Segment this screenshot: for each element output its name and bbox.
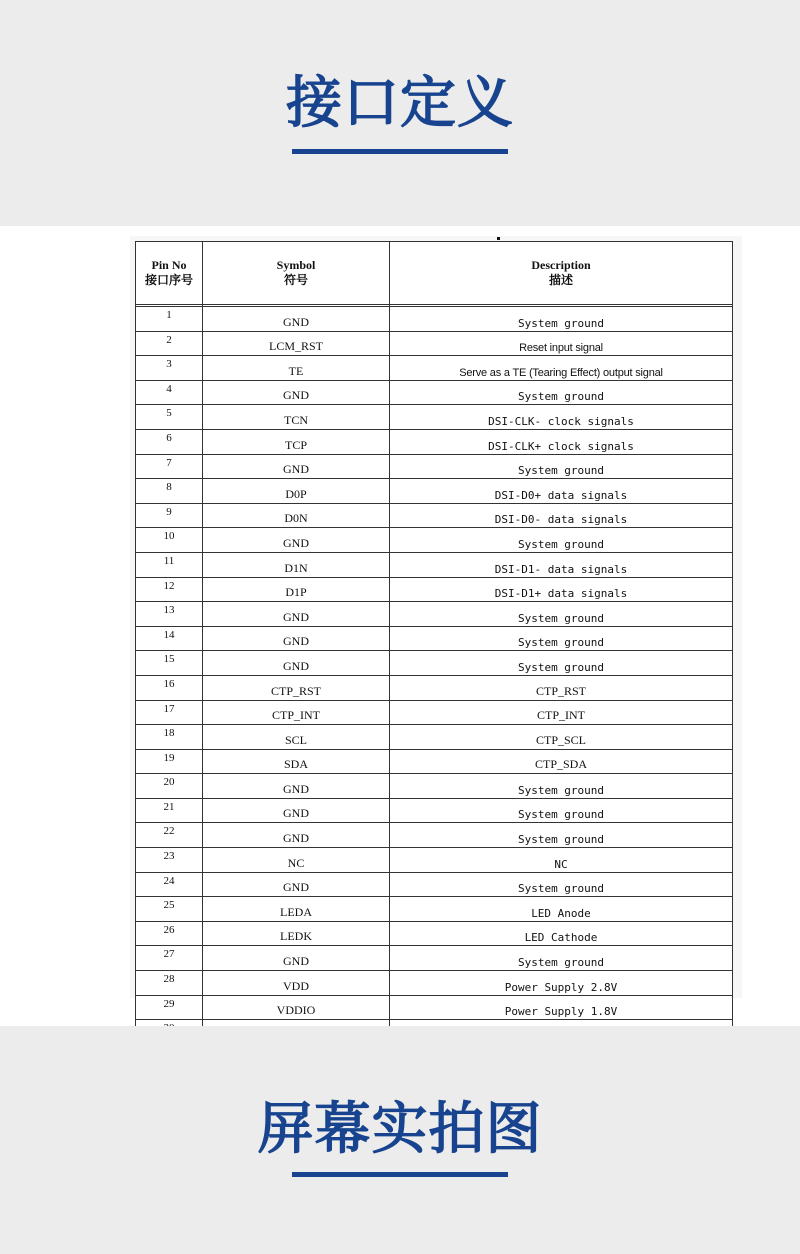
pin-number-cell: 10 xyxy=(136,528,203,553)
table-row xyxy=(136,429,733,454)
symbol-cell: LEDK xyxy=(203,921,390,946)
pin-number-cell: 19 xyxy=(136,749,203,774)
symbol-cell: TE xyxy=(203,356,390,381)
symbol-cell: D0N xyxy=(203,503,390,528)
table-row xyxy=(136,872,733,897)
header-symbol-zh: 符号 xyxy=(283,273,308,287)
symbol-cell: NC xyxy=(203,848,390,873)
description-cell: System ground xyxy=(390,454,733,479)
symbol-cell: GND xyxy=(203,823,390,848)
table-row xyxy=(136,577,733,602)
symbol-cell: GND xyxy=(203,798,390,823)
pin-number-cell: 5 xyxy=(136,405,203,430)
table-row xyxy=(136,405,733,430)
description-cell: DSI-D1+ data signals xyxy=(390,577,733,602)
description-cell: System ground xyxy=(390,307,733,332)
table-row xyxy=(136,675,733,700)
pin-number-cell: 11 xyxy=(136,552,203,577)
table-row xyxy=(136,897,733,922)
header-description xyxy=(390,242,733,305)
table-row xyxy=(136,479,733,504)
symbol-cell: TCP xyxy=(203,429,390,454)
pin-number-cell: 3 xyxy=(136,356,203,381)
symbol-cell: GND xyxy=(203,651,390,676)
description-cell: DSI-D0- data signals xyxy=(390,503,733,528)
header-pin-no xyxy=(136,242,203,305)
header-symbol xyxy=(203,242,390,305)
title-underline xyxy=(292,149,508,154)
pin-number-cell: 28 xyxy=(136,971,203,996)
symbol-cell: CTP_INT xyxy=(203,700,390,725)
table-row xyxy=(136,552,733,577)
description-cell: CTP_SCL xyxy=(390,725,733,750)
table-row xyxy=(136,307,733,332)
symbol-cell: SCL xyxy=(203,725,390,750)
pin-number-cell: 12 xyxy=(136,577,203,602)
pin-number-cell: 2 xyxy=(136,331,203,356)
symbol-cell: D1N xyxy=(203,552,390,577)
description-cell: Power Supply 2.8V xyxy=(390,971,733,996)
table-row xyxy=(136,749,733,774)
symbol-cell: GND xyxy=(203,872,390,897)
pin-number-cell: 22 xyxy=(136,823,203,848)
header-pin-en: Pin No xyxy=(151,258,187,272)
pin-number-cell: 7 xyxy=(136,454,203,479)
symbol-cell: GND xyxy=(203,380,390,405)
pin-number-cell: 24 xyxy=(136,872,203,897)
symbol-cell: LCM_RST xyxy=(203,331,390,356)
table-row xyxy=(136,454,733,479)
table-row xyxy=(136,848,733,873)
description-cell: DSI-CLK+ clock signals xyxy=(390,429,733,454)
description-cell: CTP_SDA xyxy=(390,749,733,774)
table-row xyxy=(136,528,733,553)
pin-number-cell: 20 xyxy=(136,774,203,799)
description-cell: Reset input signal xyxy=(390,331,733,356)
pin-number-cell: 25 xyxy=(136,897,203,922)
symbol-cell: D0P xyxy=(203,479,390,504)
pin-number-cell: 6 xyxy=(136,429,203,454)
pin-number-cell: 23 xyxy=(136,848,203,873)
description-cell: CTP_INT xyxy=(390,700,733,725)
pin-number-cell: 26 xyxy=(136,921,203,946)
table-row xyxy=(136,774,733,799)
description-cell: DSI-D1- data signals xyxy=(390,552,733,577)
description-cell: LED Cathode xyxy=(390,921,733,946)
symbol-cell: VDDIO xyxy=(203,995,390,1020)
symbol-cell: GND xyxy=(203,774,390,799)
symbol-cell: GND xyxy=(203,602,390,627)
pin-number-cell: 9 xyxy=(136,503,203,528)
scan-speck xyxy=(497,237,500,240)
symbol-cell: GND xyxy=(203,528,390,553)
pin-number-cell: 13 xyxy=(136,602,203,627)
description-cell: Power Supply 1.8V xyxy=(390,995,733,1020)
title-underline xyxy=(292,1172,508,1177)
pin-number-cell: 17 xyxy=(136,700,203,725)
symbol-cell: VDD xyxy=(203,971,390,996)
pin-number-cell: 4 xyxy=(136,380,203,405)
pin-number-cell: 15 xyxy=(136,651,203,676)
pin-number-cell: 18 xyxy=(136,725,203,750)
table-row xyxy=(136,626,733,651)
pin-number-cell: 21 xyxy=(136,798,203,823)
table-row xyxy=(136,946,733,971)
description-cell: System ground xyxy=(390,651,733,676)
header-symbol-en: Symbol xyxy=(276,258,316,272)
table-row xyxy=(136,380,733,405)
pin-number-cell: 29 xyxy=(136,995,203,1020)
symbol-cell: LEDA xyxy=(203,897,390,922)
interface-definition-title: 接口定义 xyxy=(286,71,514,136)
table-row xyxy=(136,331,733,356)
description-cell: System ground xyxy=(390,528,733,553)
pin-number-cell: 8 xyxy=(136,479,203,504)
description-cell: CTP_RST xyxy=(390,675,733,700)
description-cell: NC xyxy=(390,848,733,873)
description-cell: LED Anode xyxy=(390,897,733,922)
symbol-cell: GND xyxy=(203,946,390,971)
screen-photo-title: 屏幕实拍图 xyxy=(257,1097,543,1162)
table-row xyxy=(136,651,733,676)
header-pin-zh: 接口序号 xyxy=(144,273,193,287)
pin-rows xyxy=(136,305,733,1045)
table-row xyxy=(136,602,733,627)
description-cell: System ground xyxy=(390,774,733,799)
description-cell: System ground xyxy=(390,946,733,971)
pin-number-cell: 27 xyxy=(136,946,203,971)
description-cell: System ground xyxy=(390,602,733,627)
header-description-en: Description xyxy=(531,258,591,272)
table-row xyxy=(136,503,733,528)
table-row xyxy=(136,921,733,946)
pin-number-cell: 14 xyxy=(136,626,203,651)
table-row xyxy=(136,356,733,381)
header-description-zh: 描述 xyxy=(548,273,573,287)
table-row xyxy=(136,995,733,1020)
pin-number-cell: 1 xyxy=(136,307,203,332)
table-row xyxy=(136,725,733,750)
table-row xyxy=(136,971,733,996)
pin-definition-table xyxy=(135,241,733,1045)
symbol-cell: GND xyxy=(203,626,390,651)
description-cell: System ground xyxy=(390,872,733,897)
symbol-cell: TCN xyxy=(203,405,390,430)
symbol-cell: CTP_RST xyxy=(203,675,390,700)
description-cell: System ground xyxy=(390,798,733,823)
table-row xyxy=(136,700,733,725)
symbol-cell: GND xyxy=(203,454,390,479)
description-cell: DSI-CLK- clock signals xyxy=(390,405,733,430)
table-row xyxy=(136,798,733,823)
description-cell: System ground xyxy=(390,380,733,405)
description-cell: DSI-D0+ data signals xyxy=(390,479,733,504)
description-cell: System ground xyxy=(390,626,733,651)
symbol-cell: SDA xyxy=(203,749,390,774)
pin-number-cell: 16 xyxy=(136,675,203,700)
symbol-cell: GND xyxy=(203,307,390,332)
table-row xyxy=(136,823,733,848)
symbol-cell: D1P xyxy=(203,577,390,602)
description-cell: Serve as a TE (Tearing Effect) output signal xyxy=(390,356,733,381)
description-cell: System ground xyxy=(390,823,733,848)
